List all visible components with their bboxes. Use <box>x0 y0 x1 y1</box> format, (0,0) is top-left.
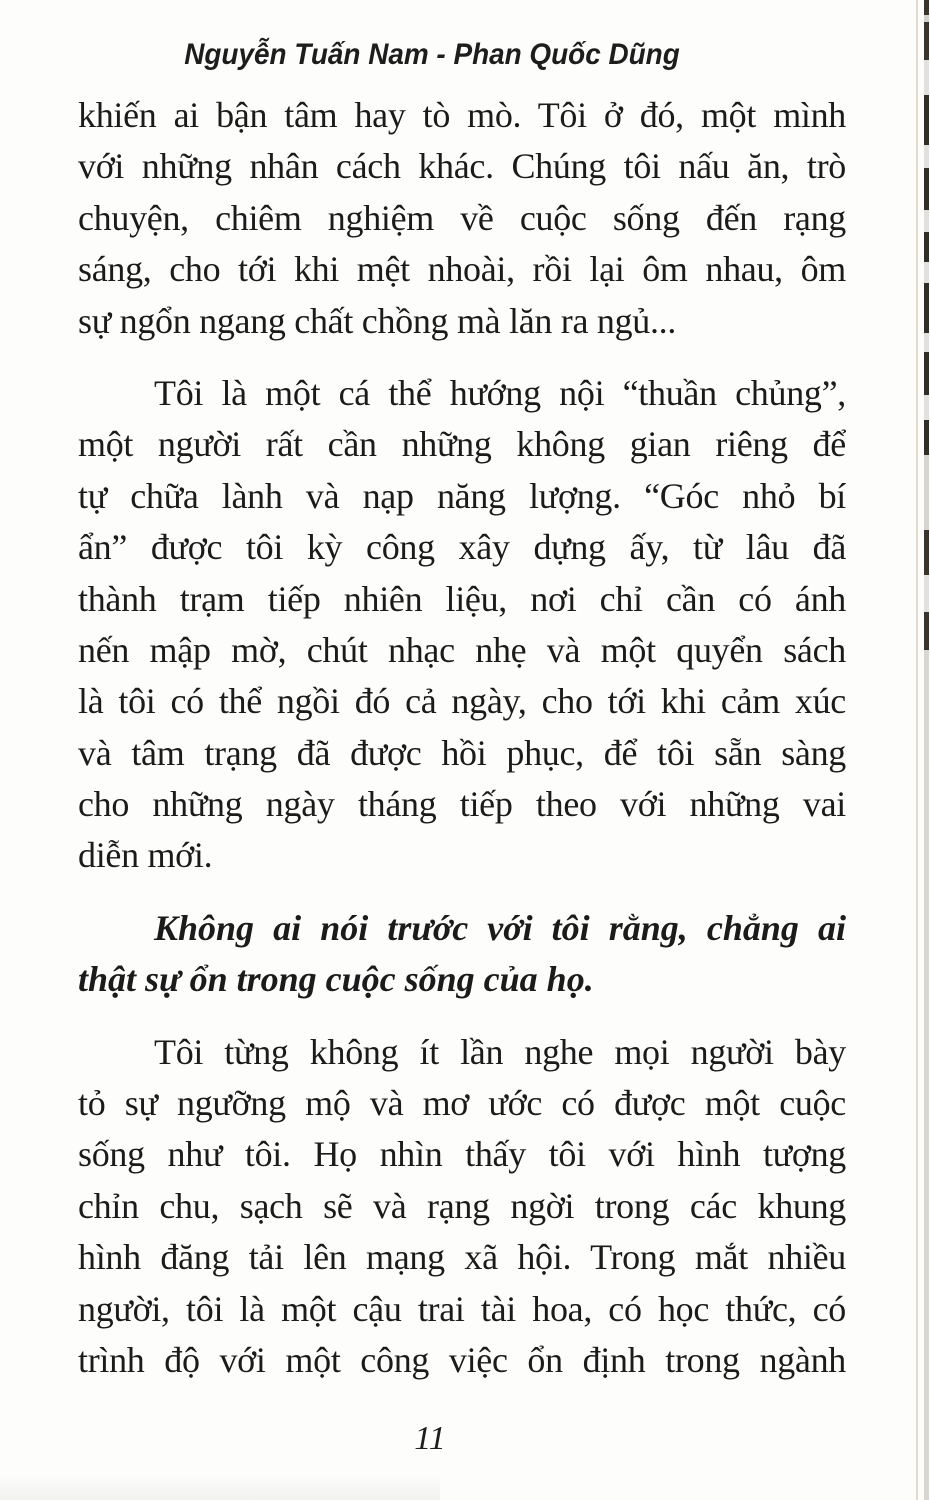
paragraph <box>78 1027 846 1387</box>
text-line: một người rất cần những không gian riêng để <box>78 424 846 465</box>
text-line: sáng, cho tới khi mệt nhoài, rồi lại ôm nhau, ôm <box>78 249 846 290</box>
text-line: là tôi có thể ngồi đó cả ngày, cho tới khi cảm xúc <box>78 681 846 722</box>
text-line: tự chữa lành và nạp năng lượng. “Góc nhỏ bí <box>78 475 846 516</box>
text-line: hình đăng tải lên mạng xã hội. Trong mắt nhiều <box>78 1237 846 1278</box>
text-line: và tâm trạng đã được hồi phục, để tôi sẵn sàng <box>78 732 846 773</box>
text-line: nến mập mờ, chút nhạc nhẹ và một quyển sách <box>78 629 846 670</box>
page-edge-shadow <box>924 0 929 1500</box>
text-line: trình độ với một công việc ổn định trong ngành <box>78 1339 846 1380</box>
scan-shade <box>0 1474 440 1500</box>
page-number: 11 <box>414 1420 446 1457</box>
paragraph <box>78 368 846 882</box>
text-line: diễn mới. <box>78 835 213 876</box>
text-line: Tôi là một cá thể hướng nội “thuần chủng”, <box>154 372 846 413</box>
text-line: chuyện, chiêm nghiệm về cuộc sống đến rạng <box>78 197 846 238</box>
text-line: khiến ai bận tâm hay tò mò. Tôi ở đó, một mình <box>78 95 846 135</box>
text-line: tỏ sự ngưỡng mộ và mơ ước có được một cuộc <box>78 1083 846 1124</box>
text-line: thật sự ổn trong cuộc sống của họ. <box>78 959 594 1000</box>
text-line: người, tôi là một cậu trai tài hoa, có học thức, có <box>78 1288 846 1329</box>
paragraph <box>78 90 846 347</box>
text-line: ẩn” được tôi kỳ công xây dựng ấy, từ lâu đã <box>78 527 846 568</box>
text-line: chỉn chu, sạch sẽ và rạng ngời trong các khung <box>78 1185 846 1226</box>
body-text <box>78 90 846 1407</box>
running-header-authors: Nguyễn Tuấn Nam - Phan Quốc Dũng <box>184 38 680 71</box>
text-line: cho những ngày tháng tiếp theo với những vai <box>78 784 846 825</box>
text-line: Không ai nói trước với tôi rằng, chẳng ai <box>154 907 846 948</box>
text-line: sự ngổn ngang chất chồng mà lăn ra ngủ... <box>78 300 677 341</box>
text-line: thành trạm tiếp nhiên liệu, nơi chỉ cần có ánh <box>78 578 846 619</box>
text-line: Tôi từng không ít lần nghe mọi người bày <box>154 1031 846 1072</box>
page-gutter-line <box>916 0 918 1500</box>
paragraph-emphasis <box>78 903 846 1006</box>
text-line: với những nhân cách khác. Chúng tôi nấu ăn, trò <box>78 146 846 187</box>
text-line: sống như tôi. Họ nhìn thấy tôi với hình tượng <box>78 1134 846 1175</box>
